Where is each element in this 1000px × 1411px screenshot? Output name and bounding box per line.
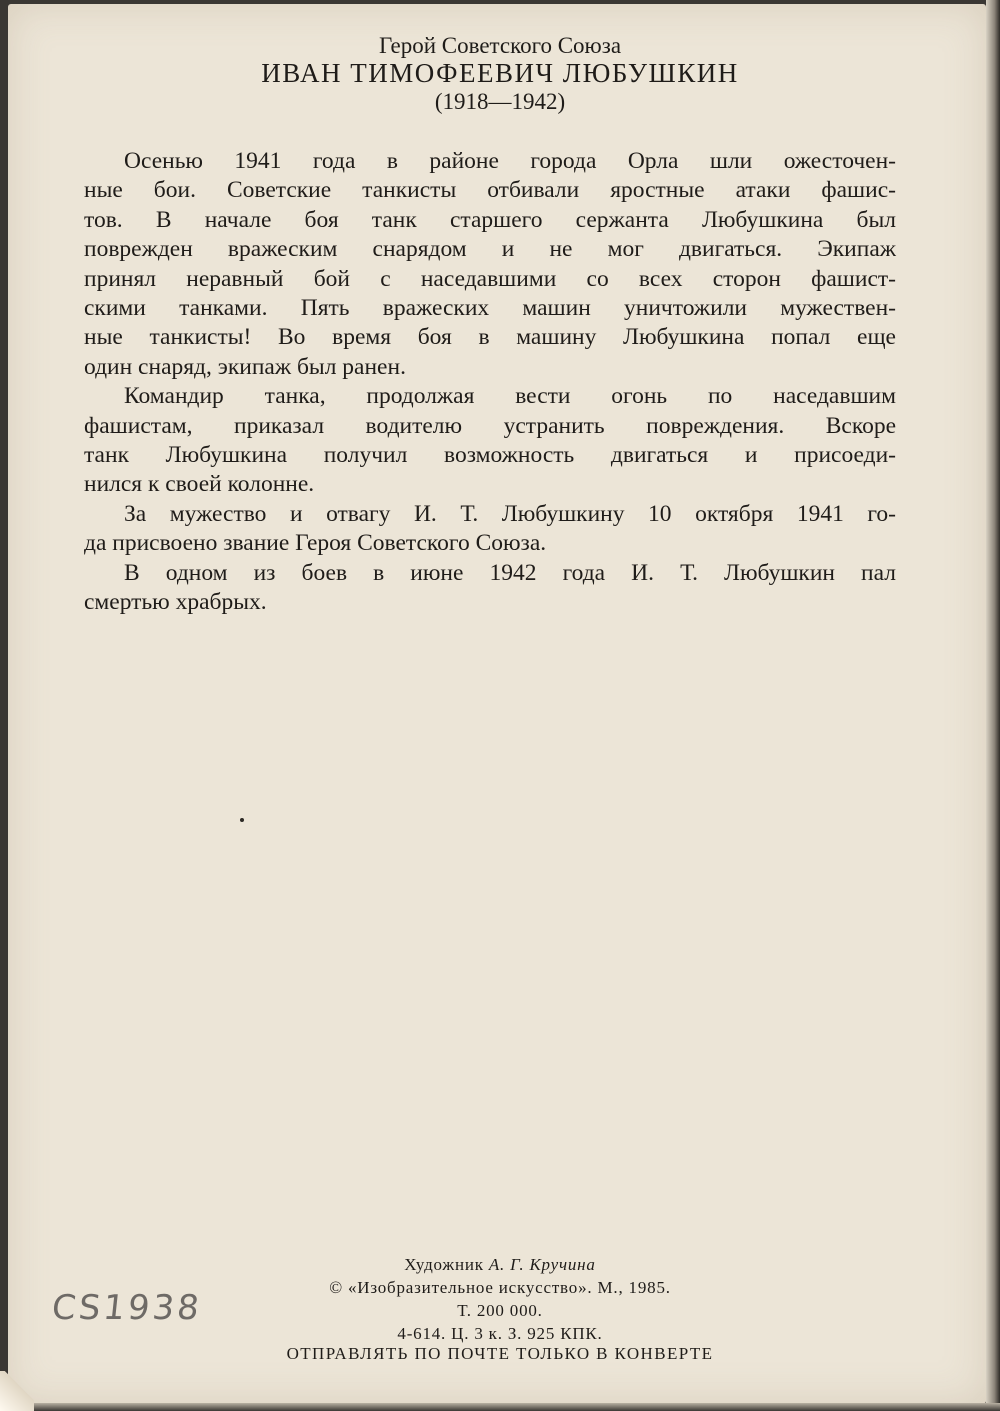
text-line: смертью храбрых. xyxy=(84,589,267,616)
text-line: танк Любушкина получил возможность двигаться и присоеди- xyxy=(84,442,896,469)
publisher-name: «Изобразительное искусство». М., 1985. xyxy=(347,1278,671,1297)
hero-years: (1918—1942) xyxy=(434,89,566,114)
hero-title-subtitle: Герой Советского Союза xyxy=(378,33,622,58)
ink-speck xyxy=(240,818,244,822)
artist-name: А. Г. Кручина xyxy=(488,1255,596,1274)
text-line: За мужество и отвагу И. Т. Любушкину 10 октября 1941 го- xyxy=(124,500,896,527)
text-line: В одном из боев в июне 1942 года И. Т. Любушкин пал xyxy=(124,559,896,586)
text-line: скими танками. Пять вражеских машин уничтожили мужествен- xyxy=(84,295,896,322)
mailing-note: ОТПРАВЛЯТЬ ПО ПОЧТЕ ТОЛЬКО В КОНВЕРТЕ xyxy=(286,1344,714,1363)
text-line: ные танкисты! Во время боя в машину Любушкина попал еще xyxy=(84,324,896,351)
artist-credit xyxy=(0,1253,1000,1276)
text-line: фашистам, приказал водителю устранить повреждения. Вскоре xyxy=(84,412,896,439)
text-line: поврежден вражеским снарядом и не мог двигаться. Экипаж xyxy=(84,236,896,263)
text-line: нился к своей колонне. xyxy=(84,471,315,498)
text-line: Осенью 1941 года в районе города Орла шли ожесточен- xyxy=(124,148,896,174)
hero-name: ИВАН ТИМОФЕЕВИЧ ЛЮБУШКИН xyxy=(261,58,739,88)
handwritten-catalog-number: CS1938 xyxy=(49,1288,204,1328)
biography-text xyxy=(84,147,896,618)
artist-label: Художник xyxy=(404,1255,484,1274)
text-line: да присвоено звание Героя Советского Союза. xyxy=(84,530,547,557)
print-run: Т. 200 000. xyxy=(457,1301,543,1320)
text-line: тов. В начале боя танк старшего сержанта Любушкина был xyxy=(84,206,896,233)
text-line: ные бои. Советские танкисты отбивали яростные атаки фашис- xyxy=(84,177,896,204)
print-codes: 4-614. Ц. 3 к. З. 925 КПК. xyxy=(397,1324,603,1343)
text-line: Командир танка, продолжая вести огонь по наседавшим xyxy=(124,383,896,410)
worn-corner xyxy=(0,1371,34,1411)
card-bottom-edge xyxy=(0,1403,1000,1411)
card-edge-shadow xyxy=(986,0,1000,1411)
text-line: один снаряд, экипаж был ранен. xyxy=(84,353,406,380)
text-line: принял неравный бой с наседавшими со всех сторон фашист- xyxy=(84,265,896,292)
copyright-icon: © xyxy=(329,1278,343,1297)
